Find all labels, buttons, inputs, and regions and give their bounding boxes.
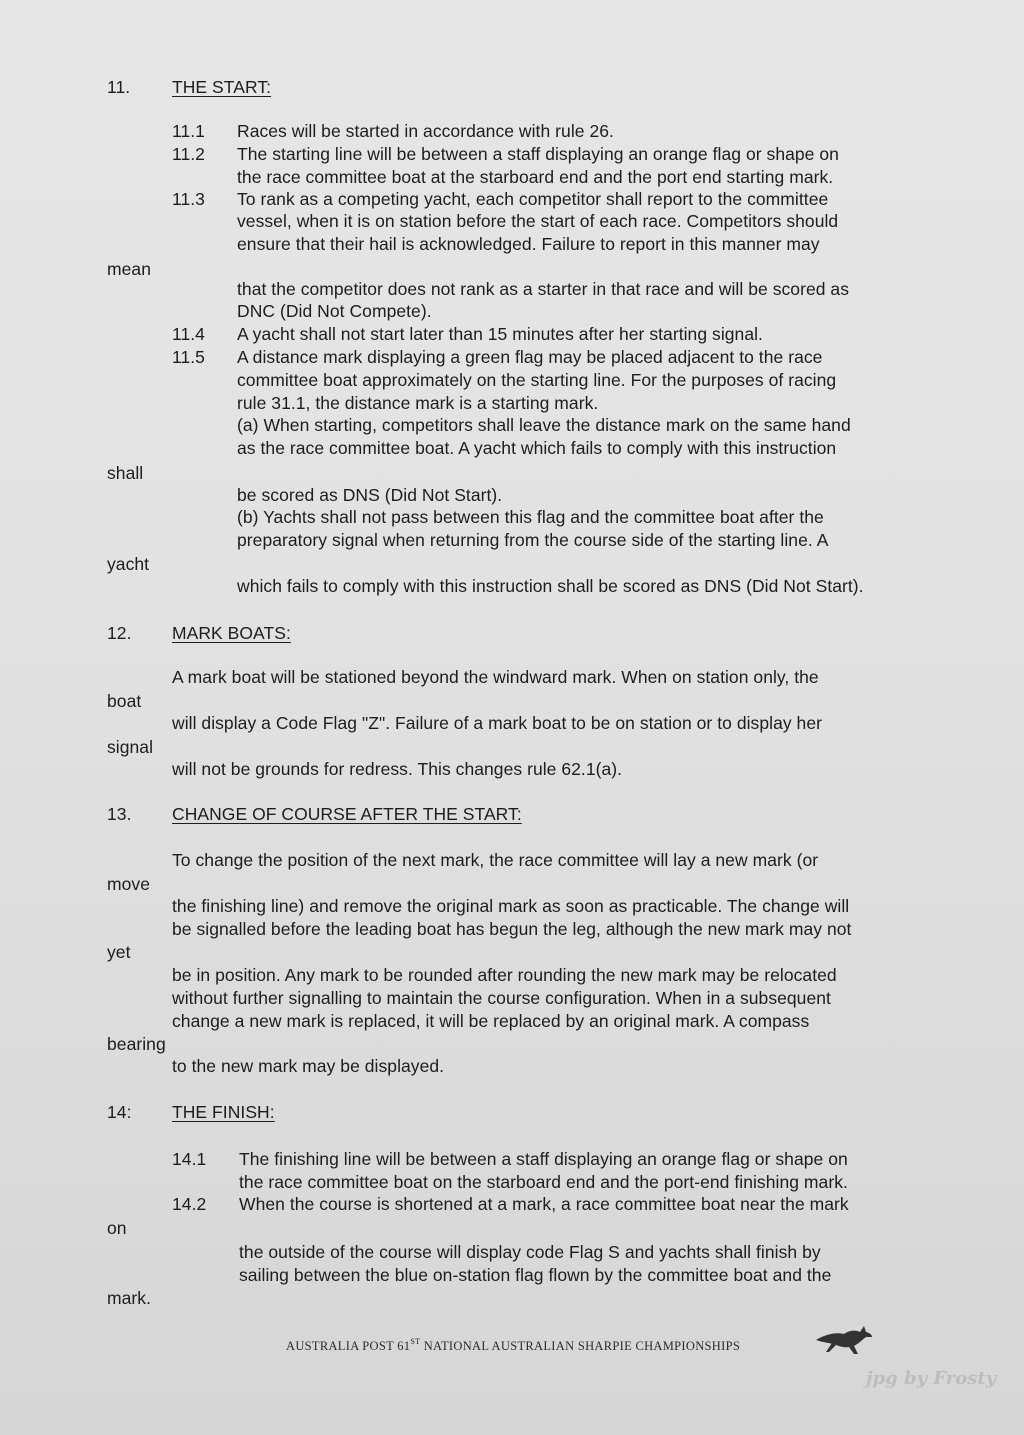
text-line: be scored as DNS (Did Not Start). (237, 485, 503, 505)
footer-title: AUSTRALIA POST 61ST NATIONAL AUSTRALIAN SHARPIE CHAMPIONSHIPS (286, 1337, 741, 1354)
text-line: as the race committee boat. A yacht which fails to comply with this instruction (237, 438, 837, 458)
text-line: committee boat approximately on the starting line. For the purposes of racing (237, 370, 837, 390)
text-line: sailing between the blue on-station flag flown by the committee boat and the (239, 1265, 832, 1285)
text-line: ensure that their hail is acknowledged. Failure to report in this manner may (237, 234, 820, 254)
section-heading: THE FINISH: (172, 1102, 275, 1122)
text-line: be in position. Any mark to be rounded after rounding the new mark may be relocated (172, 965, 837, 985)
text-line: to the new mark may be displayed. (172, 1056, 445, 1076)
text-line: (a) When starting, competitors shall leave the distance mark on the same hand (237, 415, 851, 435)
text-line: signal (107, 737, 154, 757)
text-line: rule 31.1, the distance mark is a starting mark. (237, 393, 599, 413)
text-line: yacht (107, 554, 150, 574)
text-line: on (107, 1218, 127, 1238)
text-line: be signalled before the leading boat has begun the leg, although the new mark may not (172, 919, 852, 939)
text-line: preparatory signal when returning from the course side of the starting line. A (237, 530, 829, 550)
text-line: will not be grounds for redress. This changes rule 62.1(a). (172, 759, 623, 779)
text-line: shall (107, 463, 144, 483)
text-line: which fails to comply with this instruction shall be scored as DNS (Did Not Start). (237, 576, 864, 596)
text-line: 11.1 (172, 121, 205, 141)
text-line: To rank as a competing yacht, each competitor shall report to the committee (237, 189, 829, 209)
section-heading: MARK BOATS: (172, 623, 291, 643)
text-line: the race committee boat at the starboard end and the port end starting mark. (237, 167, 834, 187)
text-line: yet (107, 942, 131, 962)
text-line: 12. (107, 623, 132, 643)
text-line: the race committee boat on the starboard end and the port-end finishing mark. (239, 1172, 848, 1192)
text-line: 11.4 (172, 324, 205, 344)
text-line: When the course is shortened at a mark, a race committee boat near the mark (239, 1194, 849, 1214)
text-line: 14.1 (172, 1149, 207, 1169)
text-line: move (107, 874, 150, 894)
text-line: The starting line will be between a staff displaying an orange flag or shape on (237, 144, 839, 164)
text-line: A yacht shall not start later than 15 minutes after her starting signal. (237, 324, 763, 344)
text-line: mark. (107, 1288, 151, 1308)
photo-credit: jpg by Frosty (866, 1368, 997, 1389)
text-line: without further signalling to maintain the course configuration. When in a subsequent (172, 988, 831, 1008)
kangaroo-logo-icon (812, 1318, 876, 1358)
text-line: 14: (107, 1102, 132, 1122)
section-heading: THE START: (172, 77, 272, 97)
text-line: (b) Yachts shall not pass between this flag and the committee boat after the (237, 507, 824, 527)
text-line: the outside of the course will display code Flag S and yachts shall finish by (239, 1242, 821, 1262)
section-heading: CHANGE OF COURSE AFTER THE START: (172, 804, 522, 824)
text-line: 11. (107, 77, 131, 97)
text-line: To change the position of the next mark, the race committee will lay a new mark (or (172, 850, 819, 870)
text-line: A distance mark displaying a green flag may be placed adjacent to the race (237, 347, 823, 367)
text-line: The finishing line will be between a staff displaying an orange flag or shape on (239, 1149, 848, 1169)
text-line: 11.2 (172, 144, 205, 164)
text-line: A mark boat will be stationed beyond the windward mark. When on station only, the (172, 667, 819, 687)
text-line: mean (107, 259, 151, 279)
text-line: that the competitor does not rank as a starter in that race and will be scored as (237, 279, 850, 299)
text-line: Races will be started in accordance with rule 26. (237, 121, 614, 141)
text-line: boat (107, 691, 142, 711)
text-line: 11.5 (172, 347, 205, 367)
text-line: 11.3 (172, 189, 205, 209)
text-line: vessel, when it is on station before the start of each race. Competitors should (237, 211, 839, 231)
text-line: the finishing line) and remove the original mark as soon as practicable. The change will (172, 896, 850, 916)
text-line: DNC (Did Not Compete). (237, 301, 432, 321)
text-line: change a new mark is replaced, it will be replaced by an original mark. A compass (172, 1011, 810, 1031)
text-line: will display a Code Flag "Z". Failure of a mark boat to be on station or to display her (172, 713, 823, 733)
text-line: bearing (107, 1034, 166, 1054)
text-line: 14.2 (172, 1194, 207, 1214)
text-line: 13. (107, 804, 132, 824)
